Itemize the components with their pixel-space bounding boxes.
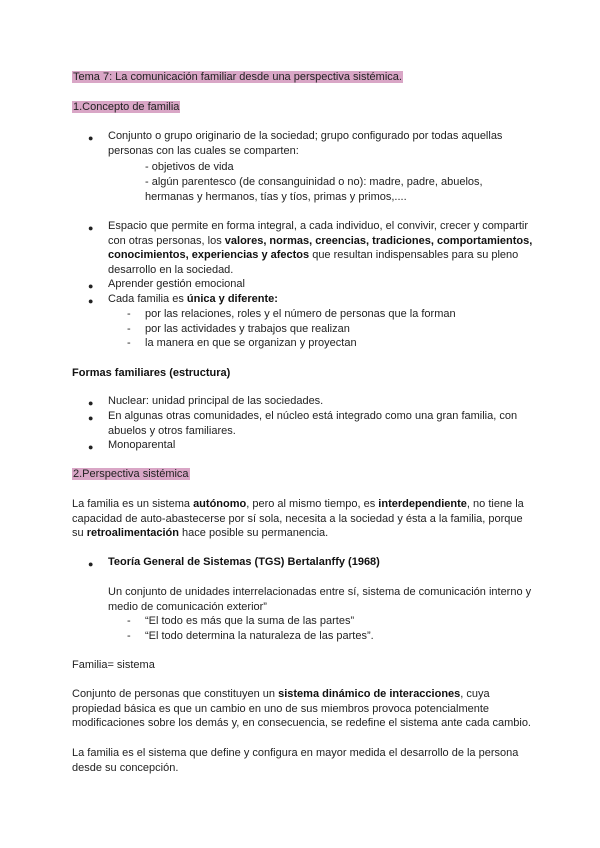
tgs-text: Un conjunto de unidades interrelacionadas entre sí, sistema de comunicación interno y medio de comunicación exterior” bbox=[108, 586, 532, 613]
tgs-heading: Teoría General de Sistemas (TGS) Bertalanffy (1968) bbox=[108, 556, 380, 568]
dash-item: la manera en que se organizan y proyectan bbox=[145, 337, 357, 349]
paragraph-desarrollo: La familia es el sistema que define y configura en mayor medida el desarrollo de la persona desde su concepción. bbox=[72, 747, 519, 774]
bullet-icon: ● bbox=[88, 133, 94, 143]
tgs-quote: “El todo es más que la suma de las partes” bbox=[145, 615, 355, 627]
section2-heading: 2.Perspectiva sistémica bbox=[73, 468, 189, 480]
bullet-icon: ● bbox=[88, 281, 94, 291]
forma-item: En algunas otras comunidades, el núcleo está integrado como una gran familia, con abuelos y otros familiares. bbox=[108, 410, 518, 437]
forma-item: Monoparental bbox=[108, 439, 176, 451]
paragraph-conjunto: Conjunto de personas que constituyen un sistema dinámico de interacciones, cuya propiedad básica es que un cambio en uno de sus miembros provoca potencialmente modificaciones sobre los demás y, en consecuencia, se redefine el sistema ante cada cambio. bbox=[72, 688, 531, 730]
dash-item: por las actividades y trabajos que realizan bbox=[145, 323, 350, 335]
bullet-icon: ● bbox=[88, 559, 94, 569]
bullet-icon: ● bbox=[88, 398, 94, 408]
bullet-icon: ● bbox=[88, 296, 94, 306]
sub-item-parentesco: - algún parentesco (de consanguinidad o no): madre, padre, abuelos, hermanas y hermanos, tías y tíos, primas y primos,.... bbox=[145, 176, 483, 203]
formas-heading: Formas familiares (estructura) bbox=[72, 367, 231, 379]
sub-item-objetivos: - objetivos de vida bbox=[145, 161, 234, 173]
tgs-quote: “El todo determina la naturaleza de las partes”. bbox=[145, 630, 374, 642]
dash-icon: - bbox=[127, 323, 131, 335]
dash-icon: - bbox=[127, 337, 131, 349]
bullet-unica-text: Cada familia es única y diferente: bbox=[108, 293, 278, 305]
bullet-icon: ● bbox=[88, 442, 94, 452]
bullet-concepto-text: Conjunto o grupo originario de la sociedad; grupo configurado por todas aquellas personas con las cuales se comparten: bbox=[108, 130, 503, 157]
bullet-icon: ● bbox=[88, 223, 94, 233]
forma-item: Nuclear: unidad principal de las sociedades. bbox=[108, 395, 324, 407]
dash-icon: - bbox=[127, 308, 131, 320]
dash-icon: - bbox=[127, 615, 131, 627]
document-title: Tema 7: La comunicación familiar desde una perspectiva sistémica. bbox=[73, 71, 402, 83]
paragraph-sistema: La familia es un sistema autónomo, pero al mismo tiempo, es interdependiente, no tiene la capacidad de auto-abastecerse por sí sola, necesita a la sociedad y ésta a la familia, porque su retroalimentación hace posible su permanencia. bbox=[72, 498, 524, 540]
section1-heading: 1.Concepto de familia bbox=[73, 101, 180, 113]
dash-icon: - bbox=[127, 630, 131, 642]
bullet-espacio-text: Espacio que permite en forma integral, a cada individuo, el convivir, crecer y compartir con otras personas, los valores, normas, creencias, tradiciones, comportamientos, conocimientos, experiencias y afectos que resultan indispensables para su pleno desarrollo en la sociedad. bbox=[108, 220, 533, 277]
familia-sistema-line: Familia= sistema bbox=[72, 659, 155, 671]
dash-item: por las relaciones, roles y el número de personas que la forman bbox=[145, 308, 456, 320]
bullet-icon: ● bbox=[88, 413, 94, 423]
bullet-gestion-text: Aprender gestión emocional bbox=[108, 278, 245, 290]
